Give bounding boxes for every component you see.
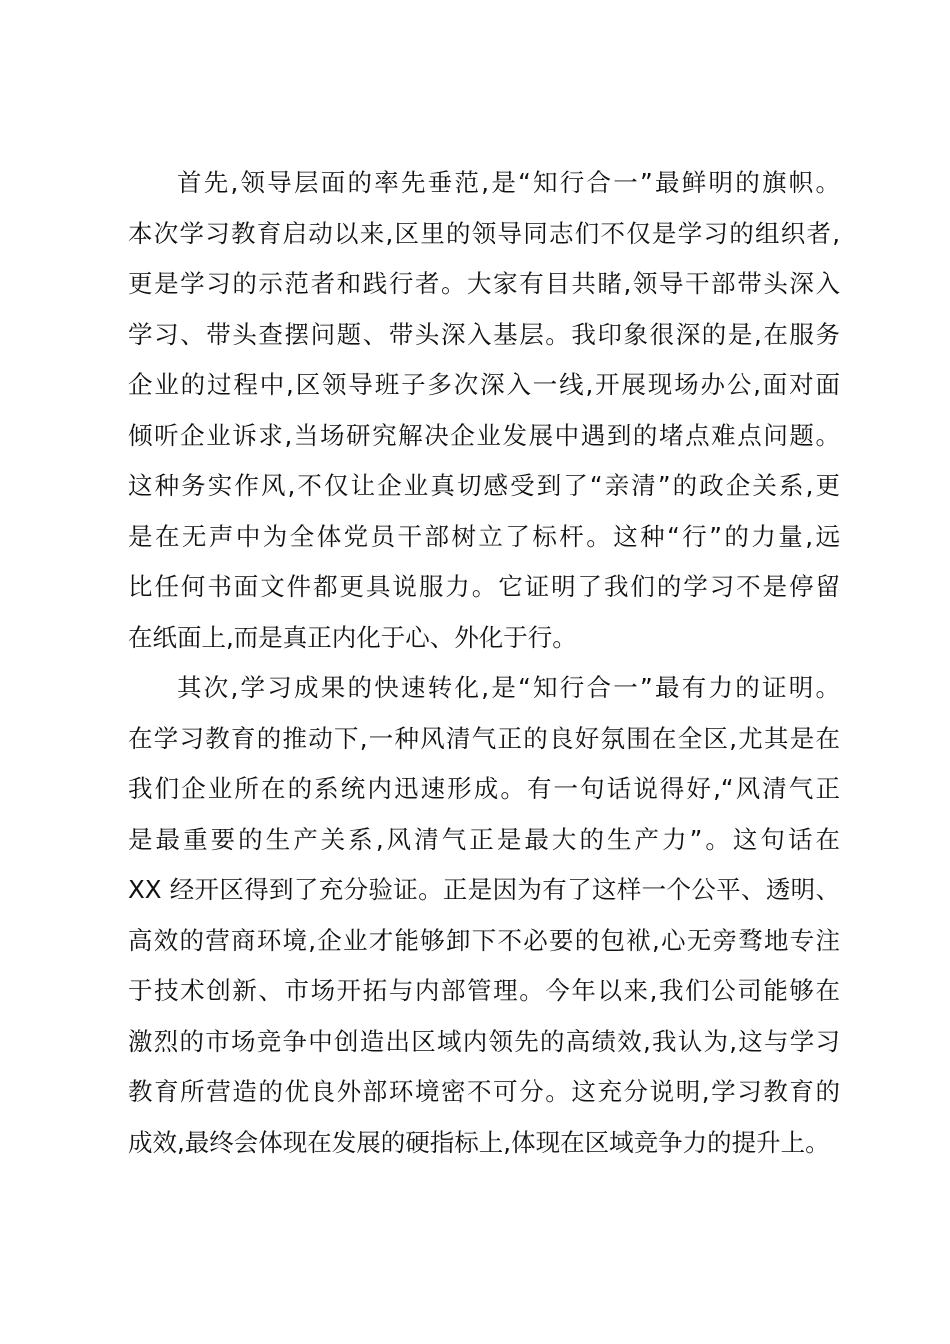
paragraph-line: XX 经开区得到了充分验证。正是因为有了这样一个公平、透明、 — [128, 875, 840, 904]
paragraph-line: 这种务实作风,不仅让企业真切感受到了“亲清”的政企关系,更 — [128, 471, 840, 500]
paragraph-line: 比任何书面文件都更具说服力。它证明了我们的学习不是停留 — [128, 572, 840, 601]
paragraph-line: 在纸面上,而是真正内化于心、外化于行。 — [128, 622, 577, 652]
paragraph-line: 首先,领导层面的率先垂范,是“知行合一”最鲜明的旗帜。 — [177, 168, 840, 197]
paragraph-line: 本次学习教育启动以来,区里的领导同志们不仅是学习的组织者, — [128, 218, 840, 248]
paragraph-1 — [128, 158, 840, 663]
paragraph-2 — [128, 663, 840, 1168]
paragraph-line: 更是学习的示范者和践行者。大家有目共睹,领导干部带头深入 — [128, 269, 840, 298]
paragraph-line: 成效,最终会体现在发展的硬指标上,体现在区域竞争力的提升上。 — [128, 1127, 830, 1157]
paragraph-line: 激烈的市场竞争中创造出区域内领先的高绩效,我认为,这与学习 — [128, 1026, 840, 1056]
paragraph-line: 其次,学习成果的快速转化,是“知行合一”最有力的证明。 — [177, 673, 840, 702]
paragraph-line: 我们企业所在的系统内迅速形成。有一句话说得好,“风清气正 — [128, 774, 840, 803]
paragraph-line: 在学习教育的推动下,一种风清气正的良好氛围在全区,尤其是在 — [128, 723, 840, 753]
paragraph-line: 是最重要的生产关系,风清气正是最大的生产力”。这句话在 — [128, 824, 840, 854]
paragraph-line: 教育所营造的优良外部环境密不可分。这充分说明,学习教育的 — [128, 1077, 840, 1106]
document-body — [128, 158, 840, 1168]
paragraph-line: 是在无声中为全体党员干部树立了标杆。这种“行”的力量,远 — [128, 521, 840, 551]
paragraph-line: 倾听企业诉求,当场研究解决企业发展中遇到的堵点难点问题。 — [128, 420, 840, 450]
paragraph-line: 于技术创新、市场开拓与内部管理。今年以来,我们公司能够在 — [128, 976, 840, 1005]
paragraph-line: 高效的营商环境,企业才能够卸下不必要的包袱,心无旁骛地专注 — [128, 925, 840, 955]
paragraph-line: 学习、带头查摆问题、带头深入基层。我印象很深的是,在服务 — [128, 319, 840, 349]
paragraph-line: 企业的过程中,区领导班子多次深入一线,开展现场办公,面对面 — [128, 370, 840, 399]
